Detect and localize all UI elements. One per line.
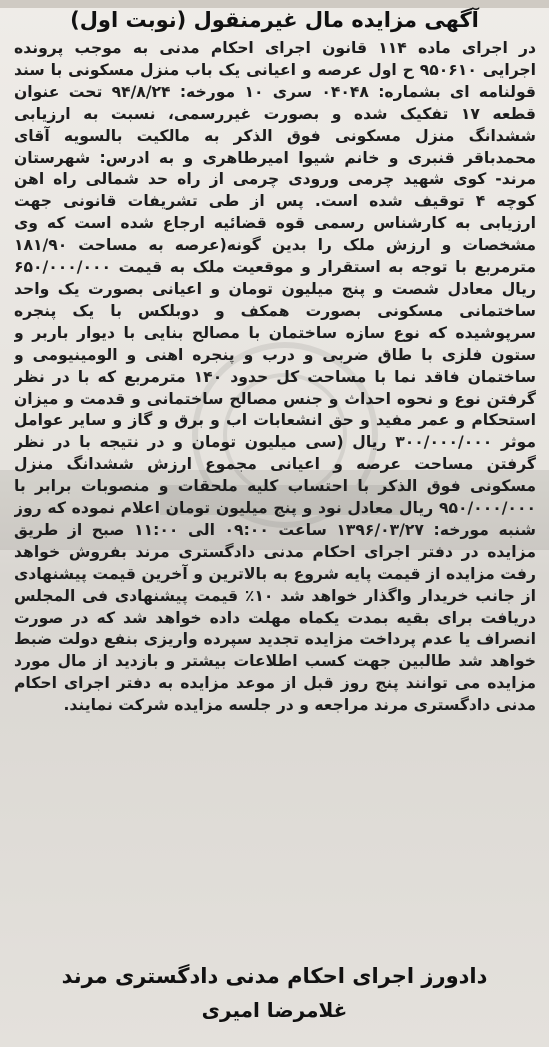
notice-title: آگهی مزایده مال غیرمنقول (نوبت اول) [70, 8, 479, 32]
signatory-name: غلامرضا امیری [201, 998, 348, 1022]
signatory-title: دادورز اجرای احکام مدنی دادگستری مرند [61, 964, 488, 988]
notice-body: در اجرای ماده ۱۱۴ قانون اجرای احکام مدنی به موجب پرونده اجرایی ۹۵۰۶۱۰ ح اول عرصه و اعیانی یک باب منزل مسکونی با سند قولنامه ای بشماره: ۰۴۰۴۸ سری ۱۰ مورخه: ۹۴/۸/۲۴ تحت عنوان قطعه ۱۷ تفکیک شده و بصورت غیررسمی، نسبت به ارزیابی ششدانگ منزل مسکونی فوق الذکر به مالکیت بالسویه آقای محمدباقر قنبری و خانم شیوا امیرطاهری و به ادرس: شهرستان مرند- کوی شهید چرمی ورودی چرمی از راه حد شمالی راه اهن کوچه ۴ توقیف شده است. پس از طی تشریفات قانونی جهت ارزیابی به کارشناس رسمی قوه قضائیه ارجاع شده است که وی مشخصات و ارزش ملک را بدین گونه(عرصه به مساحت ۱۸۱/۹۰ مترمربع با توجه به استقرار و موقعیت ملک به قیمت ۶۵۰/۰۰۰/۰۰۰ ریال معادل شصت و پنج میلیون تومان و اعیانی بصورت یک واحد ساختمانی مسکونی بصورت همکف و دوبلکس با یک پنجره سرپوشیده که نوع سازه ساختمان با مصالح بنایی با دیوار باربر و ستون فلزی با طاق ضربی و درب و پنجره اهنی و الومینیومی و ساختمان فاقد نما با مساحت کل حدود ۱۴۰ مترمربع که با در نظر گرفتن نوع و نحوه احداث و جنس مصالح ساختمانی و قدمت و میزان استحکام و عمر مفید و حق انشعابات اب و برق و گاز و سایر عوامل موثر ۳۰۰/۰۰۰/۰۰۰ ریال (سی میلیون تومان و در نتیجه با در نظر گرفتن مساحت عرصه و اعیانی مجموع ارزش ششدانگ منزل مسکونی فوق الذکر با احتساب کلیه ملحقات و منصوبات برابر با ۹۵۰/۰۰۰/۰۰۰ ریال معادل نود و پنج میلیون تومان اعلام نموده که روز شنبه مورخه: ۱۳۹۶/۰۳/۲۷ ساعت ۰۹:۰۰ الی ۱۱:۰۰ صبح از طریق مزایده در دفتر اجرای احکام مدنی دادگستری مرند بفروش خواهد رفت مزایده از قیمت پایه شروع به بالاترین و آخرین قیمت پیشنهادی از جانب خریدار واگذار خواهد شد ۱۰٪ قیمت پیشنهادی فی المجلس دریافت برای بقیه بمدت یکماه مهلت داده خواهد شد که در صورت انصراف یا عدم پرداخت مزایده تجدید سپرده واریزی بنفع دولت ضبط خواهد شد طالبین جهت کسب اطلاعات بیشتر و بازدید از مال مورد مزایده می توانند پنج روز قبل از موعد مزایده به دفتر اجرای احکام مدنی دادگستری مرند مراجعه و در جلسه مزایده شرکت نمایند. [14, 39, 536, 715]
